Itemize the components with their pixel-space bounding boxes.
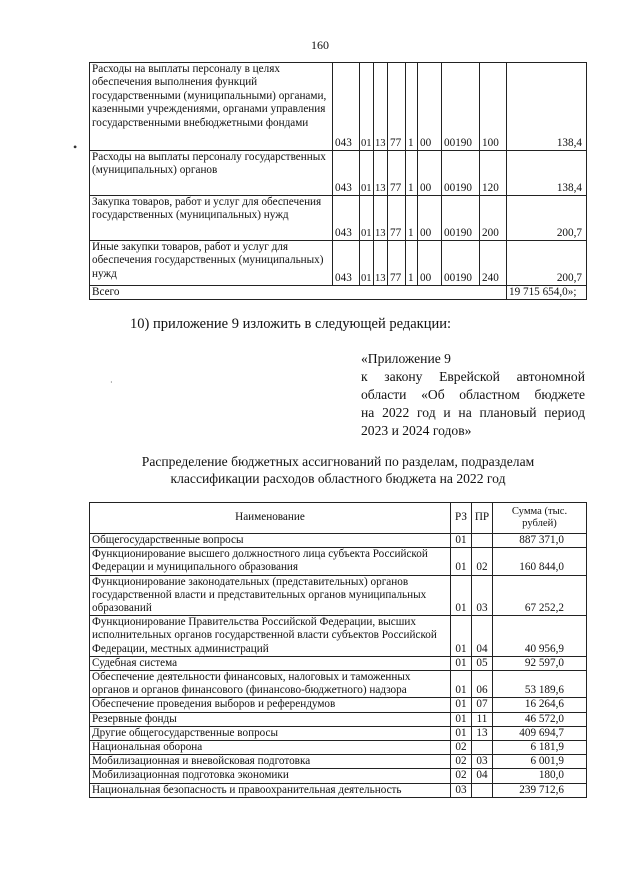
table-row	[90, 575, 587, 616]
row-name: Национальная безопасность и правоохранительная деятельность	[90, 783, 451, 797]
table-row	[90, 755, 587, 769]
table-row	[90, 726, 587, 740]
appendix-line: «Приложение 9	[361, 351, 451, 366]
pr-code: 11	[472, 712, 493, 726]
appendix-line: к закону Еврейской автономной	[361, 369, 585, 384]
table-row	[90, 712, 587, 726]
table-row	[90, 63, 587, 151]
upper-budget-table	[89, 62, 587, 300]
table-row	[90, 656, 587, 670]
pr-code	[472, 783, 493, 797]
row-name: Обеспечение деятельности финансовых, налоговых и таможенных органов и органов финансового (финансово-бюджетного) надзора	[90, 671, 451, 698]
row-name: Функционирование высшего должностного лица субъекта Российской Федерации и муниципального образования	[90, 548, 451, 575]
cs-direction: 00190	[442, 241, 480, 286]
rz-code: 01	[360, 63, 374, 151]
cs-direction: 00190	[442, 196, 480, 241]
vr-code: 200	[480, 196, 507, 241]
rz-code: 01	[451, 575, 472, 616]
row-sum: 160 844,0	[493, 548, 587, 575]
cs-direction: 00190	[442, 63, 480, 151]
row-sum: 46 572,0	[493, 712, 587, 726]
row-name: Функционирование законодательных (представительных) органов государственной власти и представительных органов муниципальных образований	[90, 575, 451, 616]
table-row	[90, 548, 587, 575]
table-row	[90, 196, 587, 241]
row-sum: 138,4	[507, 151, 587, 196]
pr-code: 13	[374, 151, 388, 196]
row-name: Резервные фонды	[90, 712, 451, 726]
cs-program: 77	[388, 151, 406, 196]
rz-code: 01	[451, 698, 472, 712]
pr-code	[472, 534, 493, 548]
ved-code: 043	[333, 63, 360, 151]
header-name: Наименование	[90, 503, 451, 534]
rz-code: 01	[360, 151, 374, 196]
cs-program: 77	[388, 241, 406, 286]
pr-code: 04	[472, 616, 493, 657]
vr-code: 240	[480, 241, 507, 286]
rz-code: 02	[451, 741, 472, 755]
table-row	[90, 741, 587, 755]
pr-code: 03	[472, 755, 493, 769]
pr-code: 05	[472, 656, 493, 670]
row-sum: 16 264,6	[493, 698, 587, 712]
row-sum: 6 001,9	[493, 755, 587, 769]
cs-main: 00	[418, 196, 442, 241]
row-sum: 409 694,7	[493, 726, 587, 740]
total-row	[90, 286, 587, 300]
appendix-line: на 2022 год и на плановый период	[361, 405, 585, 420]
pr-code: 07	[472, 698, 493, 712]
rz-code: 01	[451, 616, 472, 657]
pr-code: 13	[374, 63, 388, 151]
cs-main: 00	[418, 151, 442, 196]
rz-code: 01	[451, 726, 472, 740]
header-sum: Сумма (тыс. рублей)	[493, 503, 587, 534]
rz-code: 01	[360, 196, 374, 241]
row-sum: 92 597,0	[493, 656, 587, 670]
row-sum: 887 371,0	[493, 534, 587, 548]
appendix-line: области «Об областном бюджете	[361, 387, 585, 402]
pr-code: 02	[472, 548, 493, 575]
table-title-line: классификации расходов областного бюджета на 2022 год	[170, 471, 506, 486]
pr-code: 13	[374, 196, 388, 241]
table-row	[90, 616, 587, 657]
table-row	[90, 671, 587, 698]
rz-code: 03	[451, 783, 472, 797]
row-sum: 67 252,2	[493, 575, 587, 616]
rz-code: 01	[451, 671, 472, 698]
row-sum: 138,4	[507, 63, 587, 151]
margin-mark-icon: ·	[110, 378, 113, 387]
row-name: Мобилизационная и вневойсковая подготовка	[90, 755, 451, 769]
pr-code: 04	[472, 769, 493, 783]
table-row	[90, 769, 587, 783]
row-name: Функционирование Правительства Российской Федерации, высших исполнительных органов государственной власти субъектов Российской Федерации, местных администраций	[90, 616, 451, 657]
vr-code: 100	[480, 63, 507, 151]
total-label: Всего	[90, 286, 507, 300]
row-name: Другие общегосударственные вопросы	[90, 726, 451, 740]
row-sum: 200,7	[507, 241, 587, 286]
row-sum: 53 189,6	[493, 671, 587, 698]
cs-subprogram: 1	[406, 151, 418, 196]
row-sum: 239 712,6	[493, 783, 587, 797]
pr-code: 06	[472, 671, 493, 698]
cs-subprogram: 1	[406, 63, 418, 151]
table-title	[90, 453, 586, 487]
rz-code: 02	[451, 755, 472, 769]
pr-code: 13	[472, 726, 493, 740]
pr-code	[472, 741, 493, 755]
rz-code: 01	[451, 534, 472, 548]
amendment-item-heading: 10) приложение 9 изложить в следующей редакции:	[130, 316, 452, 332]
row-sum: 200,7	[507, 196, 587, 241]
header-rz: РЗ	[451, 503, 472, 534]
header-pr: ПР	[472, 503, 493, 534]
row-sum: 180,0	[493, 769, 587, 783]
page-number: 160	[311, 38, 329, 52]
row-sum: 40 956,9	[493, 616, 587, 657]
row-name: Расходы на выплаты персоналу государственных (муниципальных) органов	[90, 151, 333, 196]
row-name: Мобилизационная подготовка экономики	[90, 769, 451, 783]
cs-direction: 00190	[442, 151, 480, 196]
rz-code: 01	[451, 656, 472, 670]
ved-code: 043	[333, 196, 360, 241]
table-row	[90, 698, 587, 712]
row-name: Расходы на выплаты персоналу в целях обеспечения выполнения функций государственными (муниципальными) органами, казенными учреждениями, органами управления государственными внебюджетными фондами	[90, 63, 333, 151]
ved-code: 043	[333, 241, 360, 286]
row-sum: 6 181,9	[493, 741, 587, 755]
row-name: Закупка товаров, работ и услуг для обеспечения государственных (муниципальных) нужд	[90, 196, 333, 241]
ved-code: 043	[333, 151, 360, 196]
table-row	[90, 783, 587, 797]
row-name: Судебная система	[90, 656, 451, 670]
rz-code: 02	[451, 769, 472, 783]
rz-code: 01	[451, 712, 472, 726]
rz-code: 01	[360, 241, 374, 286]
table-row	[90, 241, 587, 286]
row-name: Обеспечение проведения выборов и референдумов	[90, 698, 451, 712]
budget-allocation-table	[89, 502, 587, 798]
vr-code: 120	[480, 151, 507, 196]
table-title-line: Распределение бюджетных ассигнований по разделам, подразделам	[141, 454, 535, 469]
total-sum: 19 715 654,0»;	[507, 286, 587, 300]
cs-main: 00	[418, 63, 442, 151]
pr-code: 13	[374, 241, 388, 286]
rz-code: 01	[451, 548, 472, 575]
cs-program: 77	[388, 63, 406, 151]
cs-subprogram: 1	[406, 196, 418, 241]
cs-program: 77	[388, 196, 406, 241]
pr-code: 03	[472, 575, 493, 616]
row-name: Иные закупки товаров, работ и услуг для обеспечения государственных (муниципальных) нужд	[90, 241, 333, 286]
appendix-header	[361, 350, 585, 440]
cs-main: 00	[418, 241, 442, 286]
table-row	[90, 151, 587, 196]
margin-mark-icon: •	[73, 140, 78, 154]
row-name: Общегосударственные вопросы	[90, 534, 451, 548]
table-row	[90, 534, 587, 548]
appendix-line: 2023 и 2024 годов»	[361, 423, 472, 438]
table-header-row	[90, 503, 587, 534]
row-name: Национальная оборона	[90, 741, 451, 755]
cs-subprogram: 1	[406, 241, 418, 286]
